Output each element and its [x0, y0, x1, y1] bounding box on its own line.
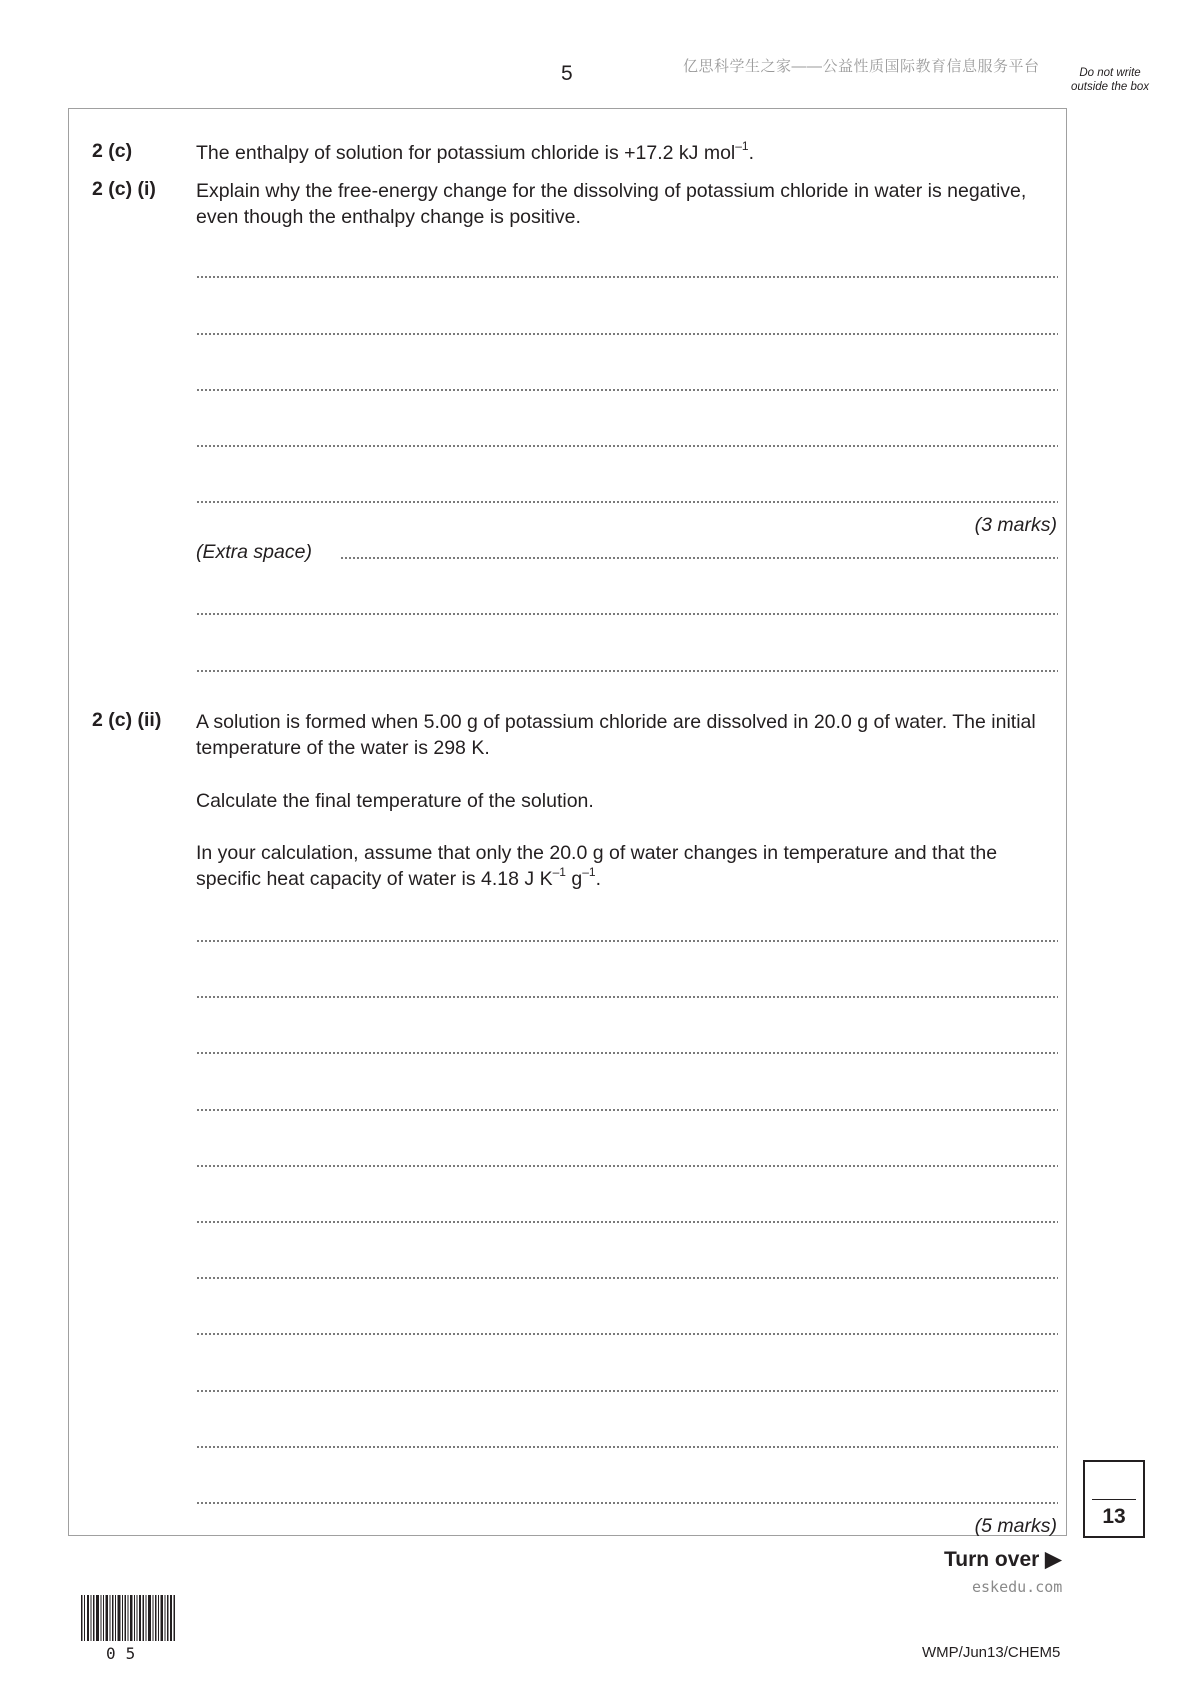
paper-reference: WMP/Jun13/CHEM5: [922, 1644, 1061, 1661]
answer-line[interactable]: [196, 996, 1058, 998]
answer-line[interactable]: [196, 940, 1058, 942]
answer-line[interactable]: [196, 670, 1058, 672]
answer-line[interactable]: [196, 333, 1058, 335]
answer-line[interactable]: [340, 557, 1058, 559]
turn-over-label: Turn over ▶: [944, 1548, 1062, 1571]
margin-note: Do not write outside the box: [1070, 67, 1149, 93]
page-number: 5: [561, 62, 573, 85]
answer-box: [68, 108, 1067, 1536]
answer-line[interactable]: [196, 613, 1058, 615]
question-text-2ci: Explain why the free-energy change for the dissolving of potassium chloride in water is negative, even though the enthalpy change is positive.: [196, 180, 1027, 228]
question-text-2cii-para1: A solution is formed when 5.00 g of potassium chloride are dissolved in 20.0 g of water. The initial temperature of the water is 298 K.: [196, 711, 1036, 759]
watermark-text: 亿思科学生之家——公益性质国际教育信息服务平台: [683, 58, 1040, 75]
barcode-number: 05: [106, 1644, 146, 1663]
answer-line[interactable]: [196, 389, 1058, 391]
barcode-icon: [81, 1595, 176, 1641]
answer-line[interactable]: [196, 1446, 1058, 1448]
question-text-2cii-para3: In your calculation, assume that only the 20.0 g of water changes in temperature and that the specific heat capacity of water is 4.18 J $K^{-1}$ $g^{-1}$.: [196, 842, 998, 890]
answer-line[interactable]: [196, 276, 1058, 278]
score-divider: [1092, 1499, 1136, 1500]
answer-line[interactable]: [196, 1333, 1058, 1335]
question-number-2c: 2 (c): [92, 140, 133, 162]
question-number-2cii: 2 (c) (ii): [92, 709, 162, 731]
score-value: 13: [1102, 1505, 1126, 1528]
answer-line[interactable]: [196, 1390, 1058, 1392]
answer-line[interactable]: [196, 1277, 1058, 1279]
answer-line[interactable]: [196, 1109, 1058, 1111]
answer-line[interactable]: [196, 1502, 1058, 1504]
marks-2ci: (3 marks): [974, 514, 1057, 536]
answer-line[interactable]: [196, 501, 1058, 503]
answer-line[interactable]: [196, 445, 1058, 447]
question-text-2c: The enthalpy of solution for potassium chloride is +17.2 kJ mol$^{-1}$.: [196, 138, 755, 164]
question-number-2ci: 2 (c) (i): [92, 178, 156, 200]
question-text-2cii-para2: Calculate the final temperature of the solution.: [196, 790, 594, 812]
answer-line[interactable]: [196, 1165, 1058, 1167]
site-watermark: eskedu.com: [972, 1578, 1063, 1596]
answer-line[interactable]: [196, 1052, 1058, 1054]
extra-space-label: (Extra space): [196, 541, 312, 563]
answer-line[interactable]: [196, 1221, 1058, 1223]
marks-2cii: (5 marks): [974, 1515, 1057, 1537]
